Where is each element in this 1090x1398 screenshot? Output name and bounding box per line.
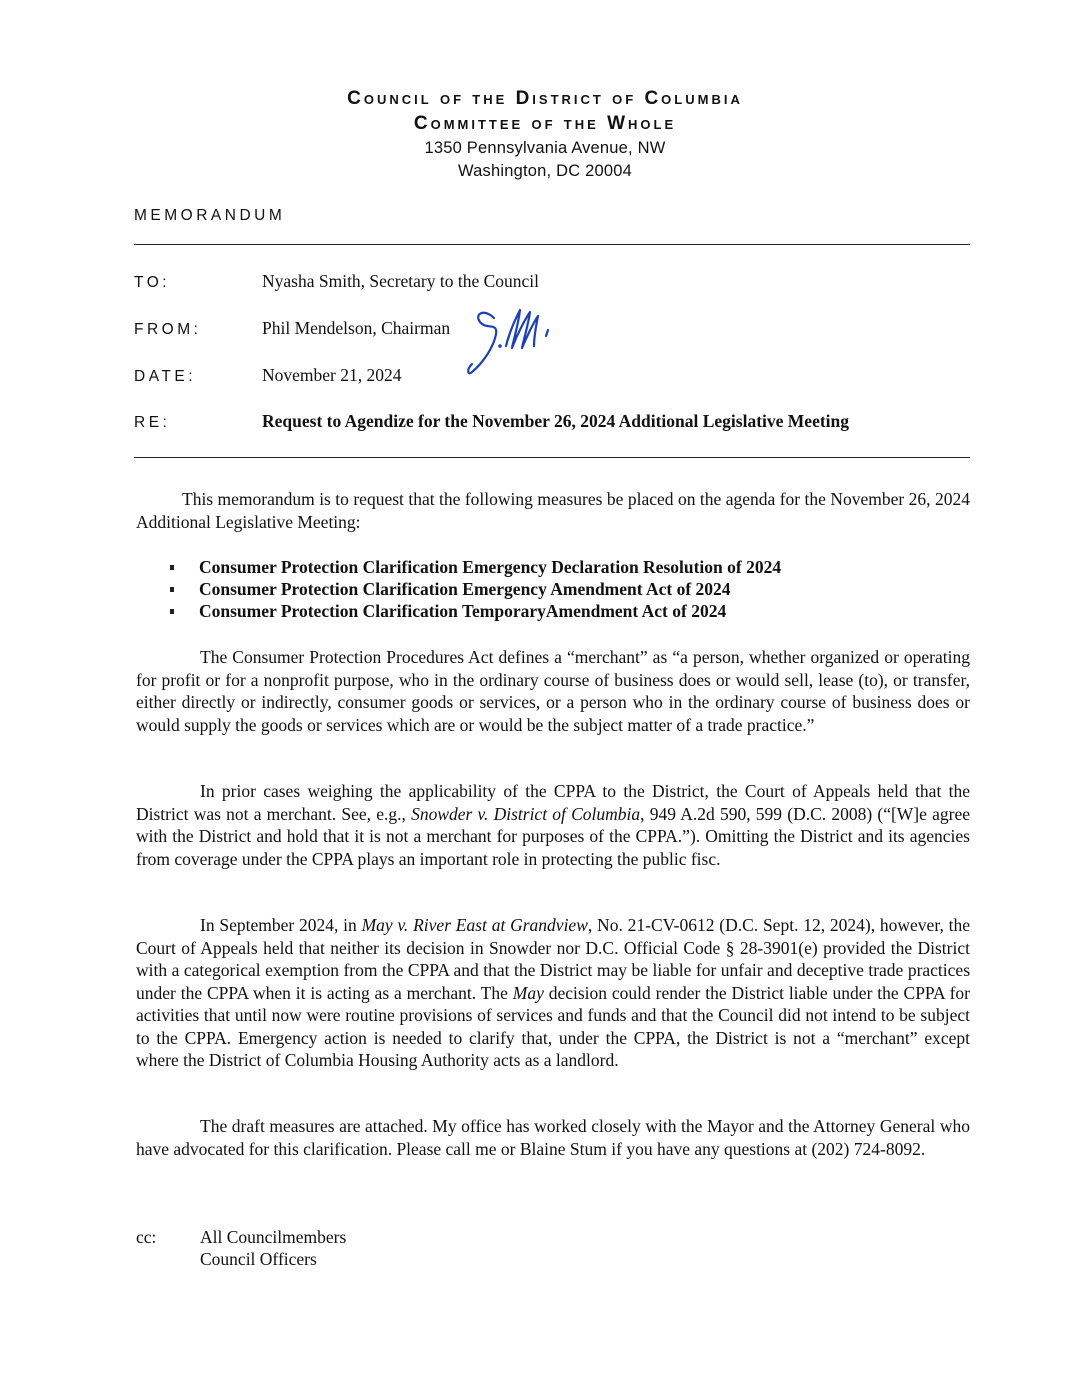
memorandum-label: MEMORANDUM	[134, 207, 286, 224]
may-decision-paragraph: In September 2024, in May v. River East at Grandview, No. 21-CV-0612 (D.C. Sept. 12, 2024), however, the Court of Appeals held that neither its decision in Snowder nor D.C. Official Code § 28-3901(e) provided the District with a categorical exemption from the CPPA and that the District may be liable for unfair and deceptive trade practices under the CPPA when it is acting as a merchant. The May decision could render the District liable under the CPPA for activities that until now were routine provisions of services and funds and that the Council did not intend to be subject to the CPPA. Emergency action is needed to clarify that, under the CPPA, the District is not a “merchant” except where the District of Columbia Housing Authority acts as a landlord.	[136, 915, 970, 1070]
case-name: May	[512, 982, 544, 1003]
measures-list	[168, 556, 781, 622]
bullet-icon	[170, 609, 174, 614]
date-label: DATE:	[134, 368, 196, 385]
date-value: November 21, 2024	[262, 365, 402, 385]
closing-paragraph: The draft measures are attached. My office has worked closely with the Mayor and the Attorney General who have advocated for this clarification. Please call me or Blaine Stum if you have any questions at (202) 724-8092.	[136, 1116, 970, 1159]
re-value: Request to Agendize for the November 26, 2024 Additional Legislative Meeting	[262, 411, 850, 431]
header-bottom-rule	[134, 457, 970, 458]
cc-label: cc:	[136, 1227, 157, 1247]
letterhead-council: Council of the District of Columbia	[347, 88, 743, 109]
case-citation: Snowder v. District of Columbia	[411, 803, 641, 824]
bullet-icon	[170, 587, 174, 592]
chairman-signature	[460, 300, 560, 380]
bullet-icon	[170, 565, 174, 570]
cc-recipient: All Councilmembers	[200, 1227, 347, 1247]
letterhead-city: Washington, DC 20004	[458, 162, 632, 180]
re-label: RE:	[134, 414, 171, 431]
from-label: FROM:	[134, 321, 202, 338]
cc-recipient: Council Officers	[200, 1249, 317, 1269]
case-citation: May v. River East at Grandview	[361, 915, 588, 935]
merchant-definition-paragraph: The Consumer Protection Procedures Act defines a “merchant” as “a person, whether organized or operating for profit or for a nonprofit purpose, who in the ordinary course of business does or would sell, lease (to), or transfer, either directly or indirectly, consumer goods or services, or a person who in the ordinary course of business does or would supply the goods or services which are or would be the subject matter of a trade practice.”	[136, 647, 970, 735]
letterhead-street: 1350 Pennsylvania Avenue, NW	[424, 139, 666, 157]
letterhead-committee: Committee of the Whole	[413, 113, 677, 134]
prior-cases-paragraph: In prior cases weighing the applicability of the CPPA to the District, the Court of Appeals held that the District was not a merchant. See, e.g., Snowder v. District of Columbia, 949 A.2d 590, 599 (D.C. 2008) (“[W]e agree with the District and hold that it is not a merchant for purposes of the CPPA.”). Omitting the District and its agencies from coverage under the CPPA plays an important role in protecting the public fisc.	[136, 781, 970, 869]
measure-item: Consumer Protection Clarification Emergency Declaration Resolution of 2024	[168, 556, 781, 578]
header-top-rule	[134, 244, 970, 245]
intro-paragraph: This memorandum is to request that the following measures be placed on the agenda for the November 26, 2024 Additional Legislative Meeting:	[136, 489, 970, 532]
measure-item: Consumer Protection Clarification Emergency Amendment Act of 2024	[168, 578, 781, 600]
to-value: Nyasha Smith, Secretary to the Council	[262, 271, 540, 291]
from-value: Phil Mendelson, Chairman	[262, 318, 451, 338]
measure-item: Consumer Protection Clarification TemporaryAmendment Act of 2024	[168, 600, 781, 622]
to-label: TO:	[134, 274, 171, 291]
